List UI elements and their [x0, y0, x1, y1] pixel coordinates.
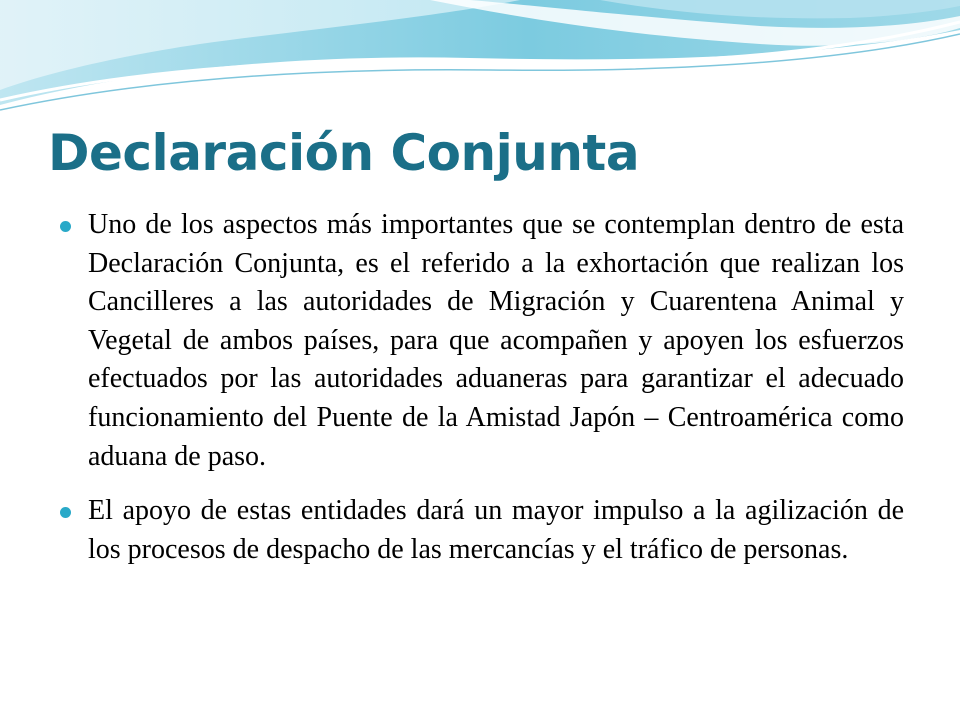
bullet-text: Uno de los aspectos más importantes que se contemplan dentro de esta Declaración Conjunta, es el referido a la exhortación que realizan los Cancilleres a las autoridades de Migración y Cuarentena Animal y Vegetal de ambos países, para que acompañen y apoyen los esfuerzos efectuados por las autoridades aduaneras para garantizar el adecuado funcionamiento del Puente de la Amistad Japón – Centroamérica como aduana de paso.: [88, 209, 904, 472]
slide-title: Declaración Conjunta: [48, 124, 640, 182]
bullet-text: El apoyo de estas entidades dará un mayor impulso a la agilización de los procesos de despacho de las mercancías y el tráfico de personas.: [88, 495, 904, 565]
bullet-item: [58, 206, 904, 476]
bullet-item: [58, 492, 904, 569]
bullet-dot-icon: [60, 221, 71, 232]
header-wave-decoration: [0, 0, 960, 120]
bullet-list: [58, 206, 904, 585]
bullet-dot-icon: [60, 507, 71, 518]
